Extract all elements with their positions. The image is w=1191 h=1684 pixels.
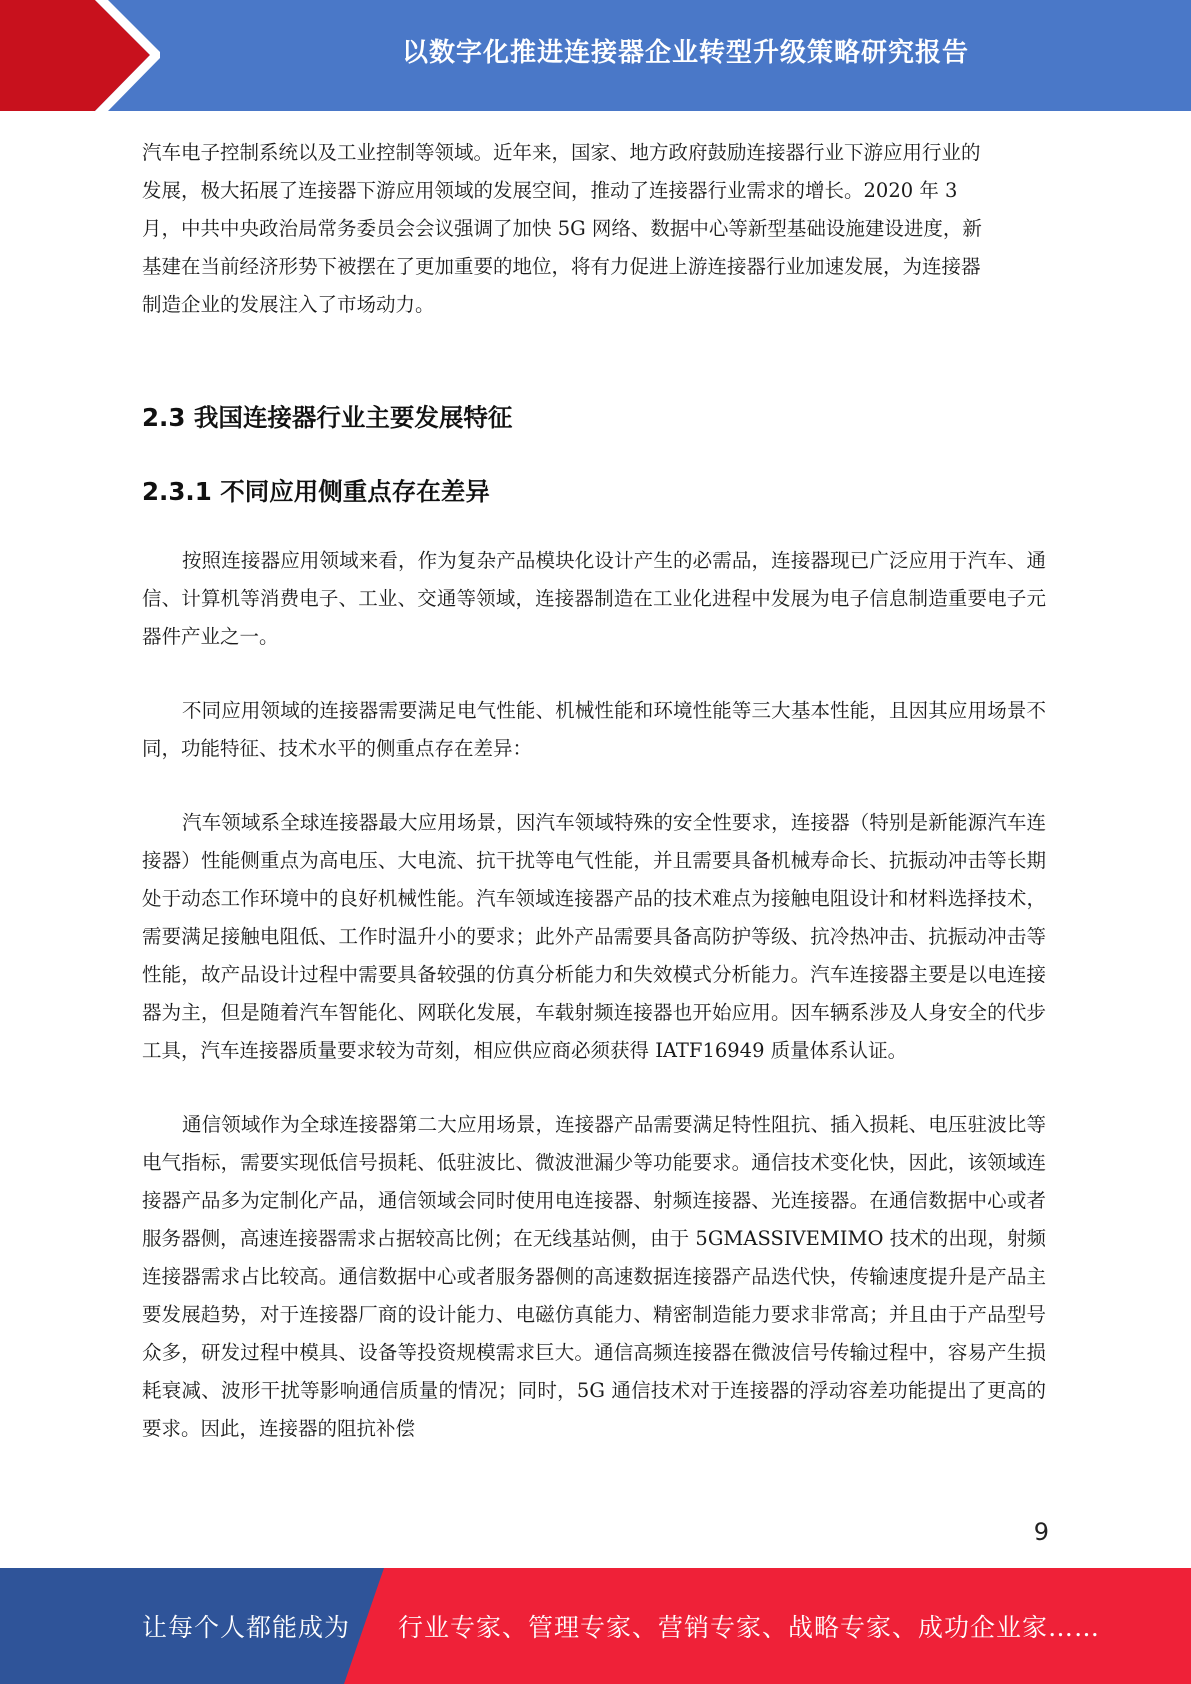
header-chevron-decoration bbox=[0, 0, 160, 111]
subsection-heading: 2.3.1 不同应用侧重点存在差异 bbox=[142, 477, 490, 506]
paragraph-automotive: 汽车领域系全球连接器最大应用场景，因汽车领域特殊的安全性要求，连接器（特别是新能源汽车连接器）性能侧重点为高电压、大电流、抗干扰等电气性能，并且需要具备机械寿命长、抗振动冲击等长期处于动态工作环境中的良好机械性能。汽车领域连接器产品的技术难点为接触电阻设计和材料选择技术，需要满足接触电阻低、工作时温升小的要求；此外产品需要具备高防护等级、抗冷热冲击、抗振动冲击等性能，故产品设计过程中需要具备较强的仿真分析能力和失效模式分析能力。汽车连接器主要是以电连接器为主，但是随着汽车智能化、网联化发展，车载射频连接器也开始应用。因车辆系涉及人身安全的代步工具，汽车连接器质量要求较为苛刻，相应供应商必须获得 IATF16949 质量体系认证。 bbox=[142, 811, 1046, 1062]
intro-line: 发展，极大拓展了连接器下游应用领域的发展空间，推动了连接器行业需求的增长。2020 年 3 bbox=[142, 179, 958, 202]
page-header bbox=[0, 0, 1191, 111]
page-footer bbox=[0, 1568, 1191, 1684]
intro-line: 基建在当前经济形势下被摆在了更加重要的地位，将有力促进上游连接器行业加速发展，为连接器 bbox=[142, 255, 981, 278]
intro-line: 月，中共中央政治局常务委员会会议强调了加快 5G 网络、数据中心等新型基础设施建设进度，新 bbox=[142, 217, 982, 240]
document-title: 以数字化推进连接器企业转型升级策略研究报告 bbox=[401, 37, 969, 68]
paragraph-communications: 通信领域作为全球连接器第二大应用场景，连接器产品需要满足特性阻抗、插入损耗、电压驻波比等电气指标，需要实现低信号损耗、低驻波比、微波泄漏少等功能要求。通信技术变化快，因此，该领域连接器产品多为定制化产品，通信领域会同时使用电连接器、射频连接器、光连接器。在通信数据中心或者服务器侧，高速连接器需求占据较高比例；在无线基站侧，由于 5GMASSIVEMIMO 技术的出现，射频连接器需求占比较高。通信数据中心或者服务器侧的高速数据连接器产品迭代快，传输速度提升是产品主要发展趋势，对于连接器厂商的设计能力、电磁仿真能力、精密制造能力要求非常高；并且由于产品型号众多，研发过程中模具、设备等投资规模需求巨大。通信高频连接器在微波信号传输过程中，容易产生损耗衰减、波形干扰等影响通信质量的情况；同时，5G 通信技术对于连接器的浮动容差功能提出了更高的要求。因此，连接器的阻抗补偿 bbox=[142, 1113, 1046, 1440]
intro-line: 汽车电子控制系统以及工业控制等领域。近年来，国家、地方政府鼓励连接器行业下游应用行业的 bbox=[142, 141, 981, 164]
intro-paragraph bbox=[142, 134, 1046, 324]
paragraph-performance-differences: 不同应用领域的连接器需要满足电气性能、机械性能和环境性能等三大基本性能，且因其应用场景不同，功能特征、技术水平的侧重点存在差异： bbox=[142, 699, 1046, 760]
page-content bbox=[142, 134, 1046, 1448]
section-heading: 2.3 我国连接器行业主要发展特征 bbox=[142, 403, 513, 432]
intro-line: 制造企业的发展注入了市场动力。 bbox=[142, 293, 435, 316]
footer-slogan-left: 让每个人都能成为 bbox=[142, 1613, 351, 1642]
page-number: 9 bbox=[1033, 1518, 1049, 1546]
paragraph-application-fields: 按照连接器应用领域来看，作为复杂产品模块化设计产生的必需品，连接器现已广泛应用于汽车、通信、计算机等消费电子、工业、交通等领域，连接器制造在工业化进程中发展为电子信息制造重要电子元器件产业之一。 bbox=[142, 549, 1046, 648]
footer-slogan-right: 行业专家、管理专家、营销专家、战略专家、成功企业家…… bbox=[398, 1613, 1101, 1642]
